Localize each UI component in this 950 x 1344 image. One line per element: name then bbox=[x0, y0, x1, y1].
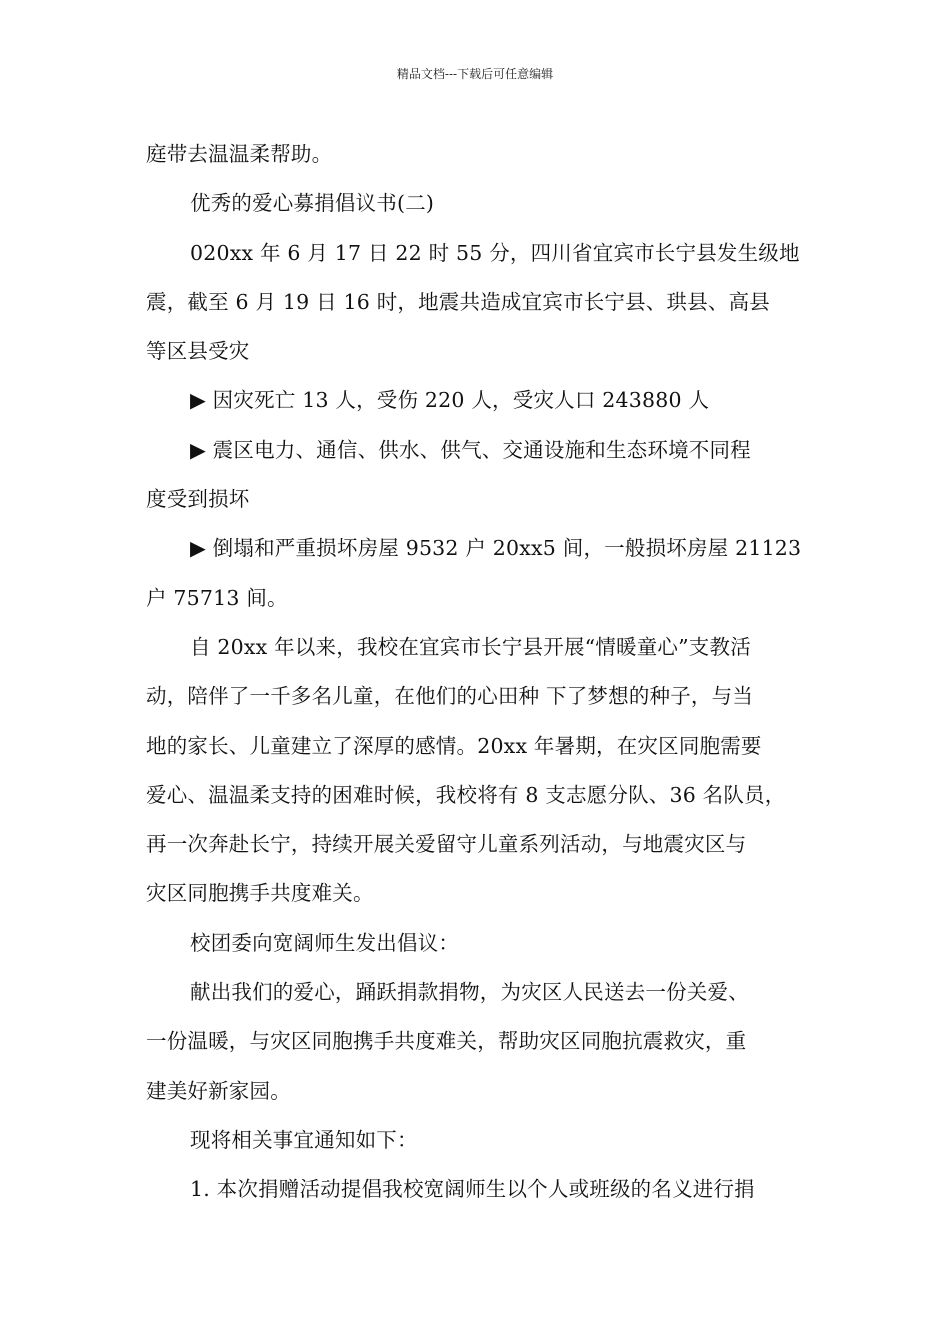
text-line: 再一次奔赴长宁，持续开展关爱留守儿童系列活动，与地震灾区与 bbox=[146, 832, 747, 857]
text-line: 爱心、温温柔支持的困难时候，我校将有 8 支志愿分队、36 名队员， bbox=[146, 782, 786, 807]
text-line: 1. 本次捐赠活动提倡我校宽阔师生以个人或班级的名义进行捐 bbox=[190, 1177, 755, 1202]
page-header: 精品文档---下载后可任意编辑 bbox=[396, 67, 554, 81]
text-line: 建美好新家园。 bbox=[146, 1078, 291, 1103]
document-body bbox=[146, 130, 811, 1215]
text-line: ▶ 震区电力、通信、供水、供气、交通设施和生态环境不同程 bbox=[190, 437, 751, 462]
text-line: 020xx 年 6 月 17 日 22 时 55 分，四川省宜宾市长宁县发生级地 bbox=[190, 240, 800, 265]
text-line: 震，截至 6 月 19 日 16 时，地震共造成宜宾市长宁县、珙县、高县 bbox=[146, 289, 771, 314]
text-line: 一份温暖，与灾区同胞携手共度难关，帮助灾区同胞抗震救灾，重 bbox=[146, 1029, 747, 1054]
text-line: 度受到损坏 bbox=[146, 487, 250, 512]
text-line: 校团委向宽阔师生发出倡议： bbox=[190, 930, 460, 955]
text-line: 自 20xx 年以来，我校在宜宾市长宁县开展“情暖童心”支教活 bbox=[190, 634, 751, 659]
text-line: 优秀的爱心募捐倡议书(二) bbox=[190, 191, 435, 216]
text-line: ▶ 倒塌和严重损坏房屋 9532 户 20xx5 间，一般损坏房屋 21123 bbox=[190, 536, 802, 561]
text-line: 灾区同胞携手共度难关。 bbox=[146, 881, 374, 906]
text-line: 户 75713 间。 bbox=[146, 585, 288, 610]
text-line: ▶ 因灾死亡 13 人，受伤 220 人，受灾人口 243880 人 bbox=[190, 388, 710, 413]
text-line: 动，陪伴了一千多名儿童，在他们的心田种 下了梦想的种子，与当 bbox=[146, 684, 754, 709]
text-line: 现将相关事宜通知如下： bbox=[190, 1127, 418, 1152]
text-line: 庭带去温温柔帮助。 bbox=[146, 142, 333, 166]
text-line: 献出我们的爱心，踊跃捐款捐物，为灾区人民送去一份关爱、 bbox=[190, 980, 749, 1005]
text-line: 等区县受灾 bbox=[146, 339, 250, 364]
text-line: 地的家长、儿童建立了深厚的感情。20xx 年暑期，在灾区同胞需要 bbox=[146, 733, 762, 758]
